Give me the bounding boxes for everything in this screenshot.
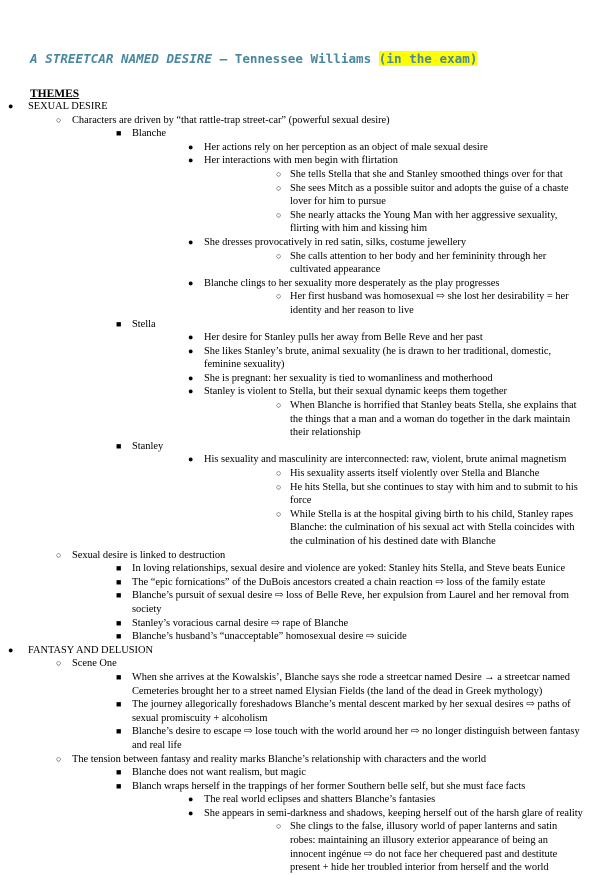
detail-item	[132, 385, 584, 439]
detail-text: She likes Stanley’s brute, animal sexuality (he is drawn to her traditional, domestic, feminine sexuality)	[204, 345, 552, 371]
circle-bullet: ○	[56, 549, 62, 560]
example-item	[204, 168, 584, 182]
disc-bullet: ●	[188, 794, 194, 805]
circle-bullet: ○	[56, 114, 62, 125]
example-list	[204, 290, 584, 317]
subpoint-item	[72, 698, 584, 725]
example-item	[204, 250, 584, 277]
disc-bullet: ●	[188, 345, 194, 356]
theme-sexual-desire	[0, 100, 584, 644]
subpoint-item	[72, 671, 584, 698]
square-bullet: ■	[116, 318, 122, 329]
example-item	[204, 467, 584, 481]
example-text: When Blanche is horrified that Stanley beats Stella, she explains that the things that a man and a woman do together in the dark maintain their relationship	[290, 400, 577, 439]
point-item	[28, 114, 584, 549]
detail-text: She dresses provocatively in red satin, silks, costume jewellery	[204, 236, 467, 248]
character-label: Stella	[132, 318, 156, 330]
square-bullet: ■	[116, 699, 122, 710]
circle-bullet: ○	[276, 168, 282, 179]
detail-item	[132, 372, 584, 386]
disc-bullet: ●	[188, 386, 194, 397]
circle-bullet: ○	[276, 481, 282, 492]
example-text: She clings to the false, illusory world of paper lanterns and satin robes: maintaining an illusory exterior appearance of being an innocent ingénue ⇨ do not face her chequered past and destitute present + hide her troubled interior from herself and the world	[290, 821, 558, 874]
subpoint-list	[72, 671, 584, 753]
detail-text: Stanley is violent to Stella, but their sexual dynamic keeps them together	[204, 386, 507, 398]
circle-bullet: ○	[276, 508, 282, 519]
square-bullet: ■	[116, 590, 122, 601]
character-stanley	[72, 440, 584, 549]
example-list	[204, 399, 584, 440]
square-bullet: ■	[116, 631, 122, 642]
detail-item	[132, 453, 584, 548]
circle-bullet: ○	[276, 291, 282, 302]
detail-item	[132, 236, 584, 277]
example-list	[204, 250, 584, 277]
detail-list	[132, 331, 584, 440]
example-item	[204, 481, 584, 508]
detail-list	[132, 453, 584, 548]
square-bullet: ■	[116, 780, 122, 791]
detail-list	[132, 793, 584, 875]
square-bullet: ■	[116, 440, 122, 451]
subpoint-text: Blanche does not want realism, but magic	[132, 767, 306, 779]
detail-text: She appears in semi-darkness and shadows, keeping herself out of the harsh glare of reality	[204, 807, 583, 819]
square-bullet: ■	[116, 563, 122, 574]
disc-bullet: ●	[188, 372, 194, 383]
point-item	[28, 753, 584, 875]
detail-item	[132, 141, 584, 155]
point-list	[28, 114, 584, 644]
example-text: While Stella is at the hospital giving birth to his child, Stanley rapes Blanche: the culmination of his sexual act with Stella coincides with the culmination of his destined date with Blanche	[290, 508, 575, 547]
theme-label: SEXUAL DESIRE	[28, 101, 108, 112]
disc-bullet: ●	[8, 101, 14, 111]
subpoint-list	[72, 766, 584, 875]
detail-list	[132, 141, 584, 318]
square-bullet: ■	[116, 576, 122, 587]
detail-item	[132, 345, 584, 372]
detail-text: Blanche clings to her sexuality more desperately as the play progresses	[204, 277, 500, 289]
example-text: She calls attention to her body and her femininity through her cultivated appearance	[290, 250, 547, 276]
example-item	[204, 290, 584, 317]
detail-item	[132, 331, 584, 345]
square-bullet: ■	[116, 726, 122, 737]
example-item	[204, 508, 584, 549]
theme-fantasy-delusion	[0, 644, 584, 875]
character-blanche	[72, 127, 584, 317]
title-highlight: (in the exam)	[378, 51, 478, 66]
subpoint-item	[72, 630, 584, 644]
example-text: She tells Stella that she and Stanley smoothed things over for that	[290, 168, 563, 180]
subpoint-item	[72, 766, 584, 780]
example-list	[204, 168, 584, 236]
theme-label: FANTASY AND DELUSION	[28, 644, 154, 656]
themes-outline	[0, 100, 584, 875]
disc-bullet: ●	[188, 454, 194, 465]
detail-text: Her actions rely on her perception as an object of male sexual desire	[204, 141, 488, 153]
disc-bullet: ●	[188, 807, 194, 818]
square-bullet: ■	[116, 617, 122, 628]
example-text: His sexuality asserts itself violently over Stella and Blanche	[290, 468, 540, 480]
detail-text: Her desire for Stanley pulls her away from Belle Reve and her past	[204, 332, 483, 344]
character-label: Blanche	[132, 128, 167, 140]
point-text: Scene One	[72, 658, 117, 670]
point-text: Sexual desire is linked to destruction	[72, 549, 226, 561]
subpoint-item	[72, 562, 584, 576]
subpoint-text: Blanche’s desire to escape ⇨ lose touch with the world around her ⇨ no longer distinguish between fantasy and real life	[132, 726, 580, 751]
subpoint-text: The journey allegorically foreshadows Blanche’s mental descent marked by her sexual desires ⇨ paths of sexual promiscuity + alcoholism	[132, 699, 571, 724]
square-bullet: ■	[116, 128, 122, 139]
subpoint-item	[72, 576, 584, 590]
point-text: The tension between fantasy and reality marks Blanche’s relationship with characters and the world	[72, 753, 487, 765]
section-heading: THEMES	[30, 88, 80, 100]
subpoint-text: The “epic fornications” of the DuBois ancestors created a chain reaction ⇨ loss of the family estate	[132, 576, 546, 588]
circle-bullet: ○	[276, 182, 282, 193]
detail-text: Her interactions with men begin with flirtation	[204, 155, 398, 167]
subpoint-list	[72, 127, 584, 548]
subpoint-text: Blanche’s husband’s “unacceptable” homosexual desire ⇨ suicide	[132, 631, 407, 643]
disc-bullet: ●	[8, 644, 14, 655]
subpoint-text: Stanley’s voracious carnal desire ⇨ rape of Blanche	[132, 617, 349, 629]
subpoint-item	[72, 617, 584, 631]
detail-text: His sexuality and masculinity are interconnected: raw, violent, brute animal magnetism	[204, 454, 567, 466]
example-list	[204, 467, 584, 549]
detail-item	[132, 277, 584, 318]
title-author: – Tennessee Williams	[211, 51, 379, 66]
example-text: She nearly attacks the Young Man with her aggressive sexuality, flirting with him and kissing him	[290, 209, 558, 235]
example-item	[204, 399, 584, 440]
disc-bullet: ●	[188, 236, 194, 247]
subpoint-text: Blanch wraps herself in the trappings of her former Southern belle self, but she must face facts	[132, 780, 526, 792]
circle-bullet: ○	[276, 209, 282, 220]
disc-bullet: ●	[188, 141, 194, 152]
circle-bullet: ○	[276, 821, 282, 832]
document-title	[30, 50, 560, 68]
disc-bullet: ●	[188, 277, 194, 288]
character-label: Stanley	[132, 440, 164, 452]
detail-item	[132, 154, 584, 236]
circle-bullet: ○	[276, 250, 282, 261]
detail-text: She is pregnant: her sexuality is tied to womanliness and motherhood	[204, 372, 493, 384]
subpoint-item	[72, 780, 584, 875]
detail-text: The real world eclipses and shatters Blanche’s fantasies	[204, 794, 436, 806]
subpoint-item	[72, 589, 584, 616]
example-text: She sees Mitch as a possible suitor and adopts the guise of a chaste lover for him to pursue	[290, 182, 569, 208]
example-item	[204, 182, 584, 209]
example-item	[204, 209, 584, 236]
point-item	[28, 657, 584, 752]
subpoint-text: In loving relationships, sexual desire and violence are yoked: Stanley hits Stella, and Steve beats Eunice	[132, 563, 566, 575]
detail-item	[132, 793, 584, 807]
square-bullet: ■	[116, 767, 122, 778]
point-list	[28, 657, 584, 875]
point-item	[28, 549, 584, 644]
title-main: A STREETCAR NAMED DESIRE	[30, 51, 212, 66]
subpoint-text: Blanche’s pursuit of sexual desire ⇨ loss of Belle Reve, her expulsion from Laurel and her removal from society	[132, 590, 569, 615]
point-text: Characters are driven by “that rattle-trap street-car” (powerful sexual desire)	[72, 114, 390, 126]
detail-item	[132, 807, 584, 875]
circle-bullet: ○	[56, 753, 62, 764]
subpoint-text: When she arrives at the Kowalskis’, Blanche says she rode a streetcar named Desire → a streetcar named Cemeteries brought her to a street named Elysian Fields (the land of the dead in Greek mythology)	[132, 671, 570, 697]
example-text: Her first husband was homosexual ⇨ she lost her desirability = her identity and her reason to live	[290, 291, 569, 316]
disc-bullet: ●	[188, 155, 194, 166]
example-text: He hits Stella, but she continues to stay with him and to submit to his force	[290, 481, 578, 507]
circle-bullet: ○	[56, 658, 62, 669]
disc-bullet: ●	[188, 332, 194, 343]
square-bullet: ■	[116, 671, 122, 682]
circle-bullet: ○	[276, 468, 282, 479]
character-stella	[72, 318, 584, 440]
subpoint-list	[72, 562, 584, 644]
subpoint-item	[72, 725, 584, 752]
theme-list	[0, 100, 584, 875]
circle-bullet: ○	[276, 400, 282, 411]
